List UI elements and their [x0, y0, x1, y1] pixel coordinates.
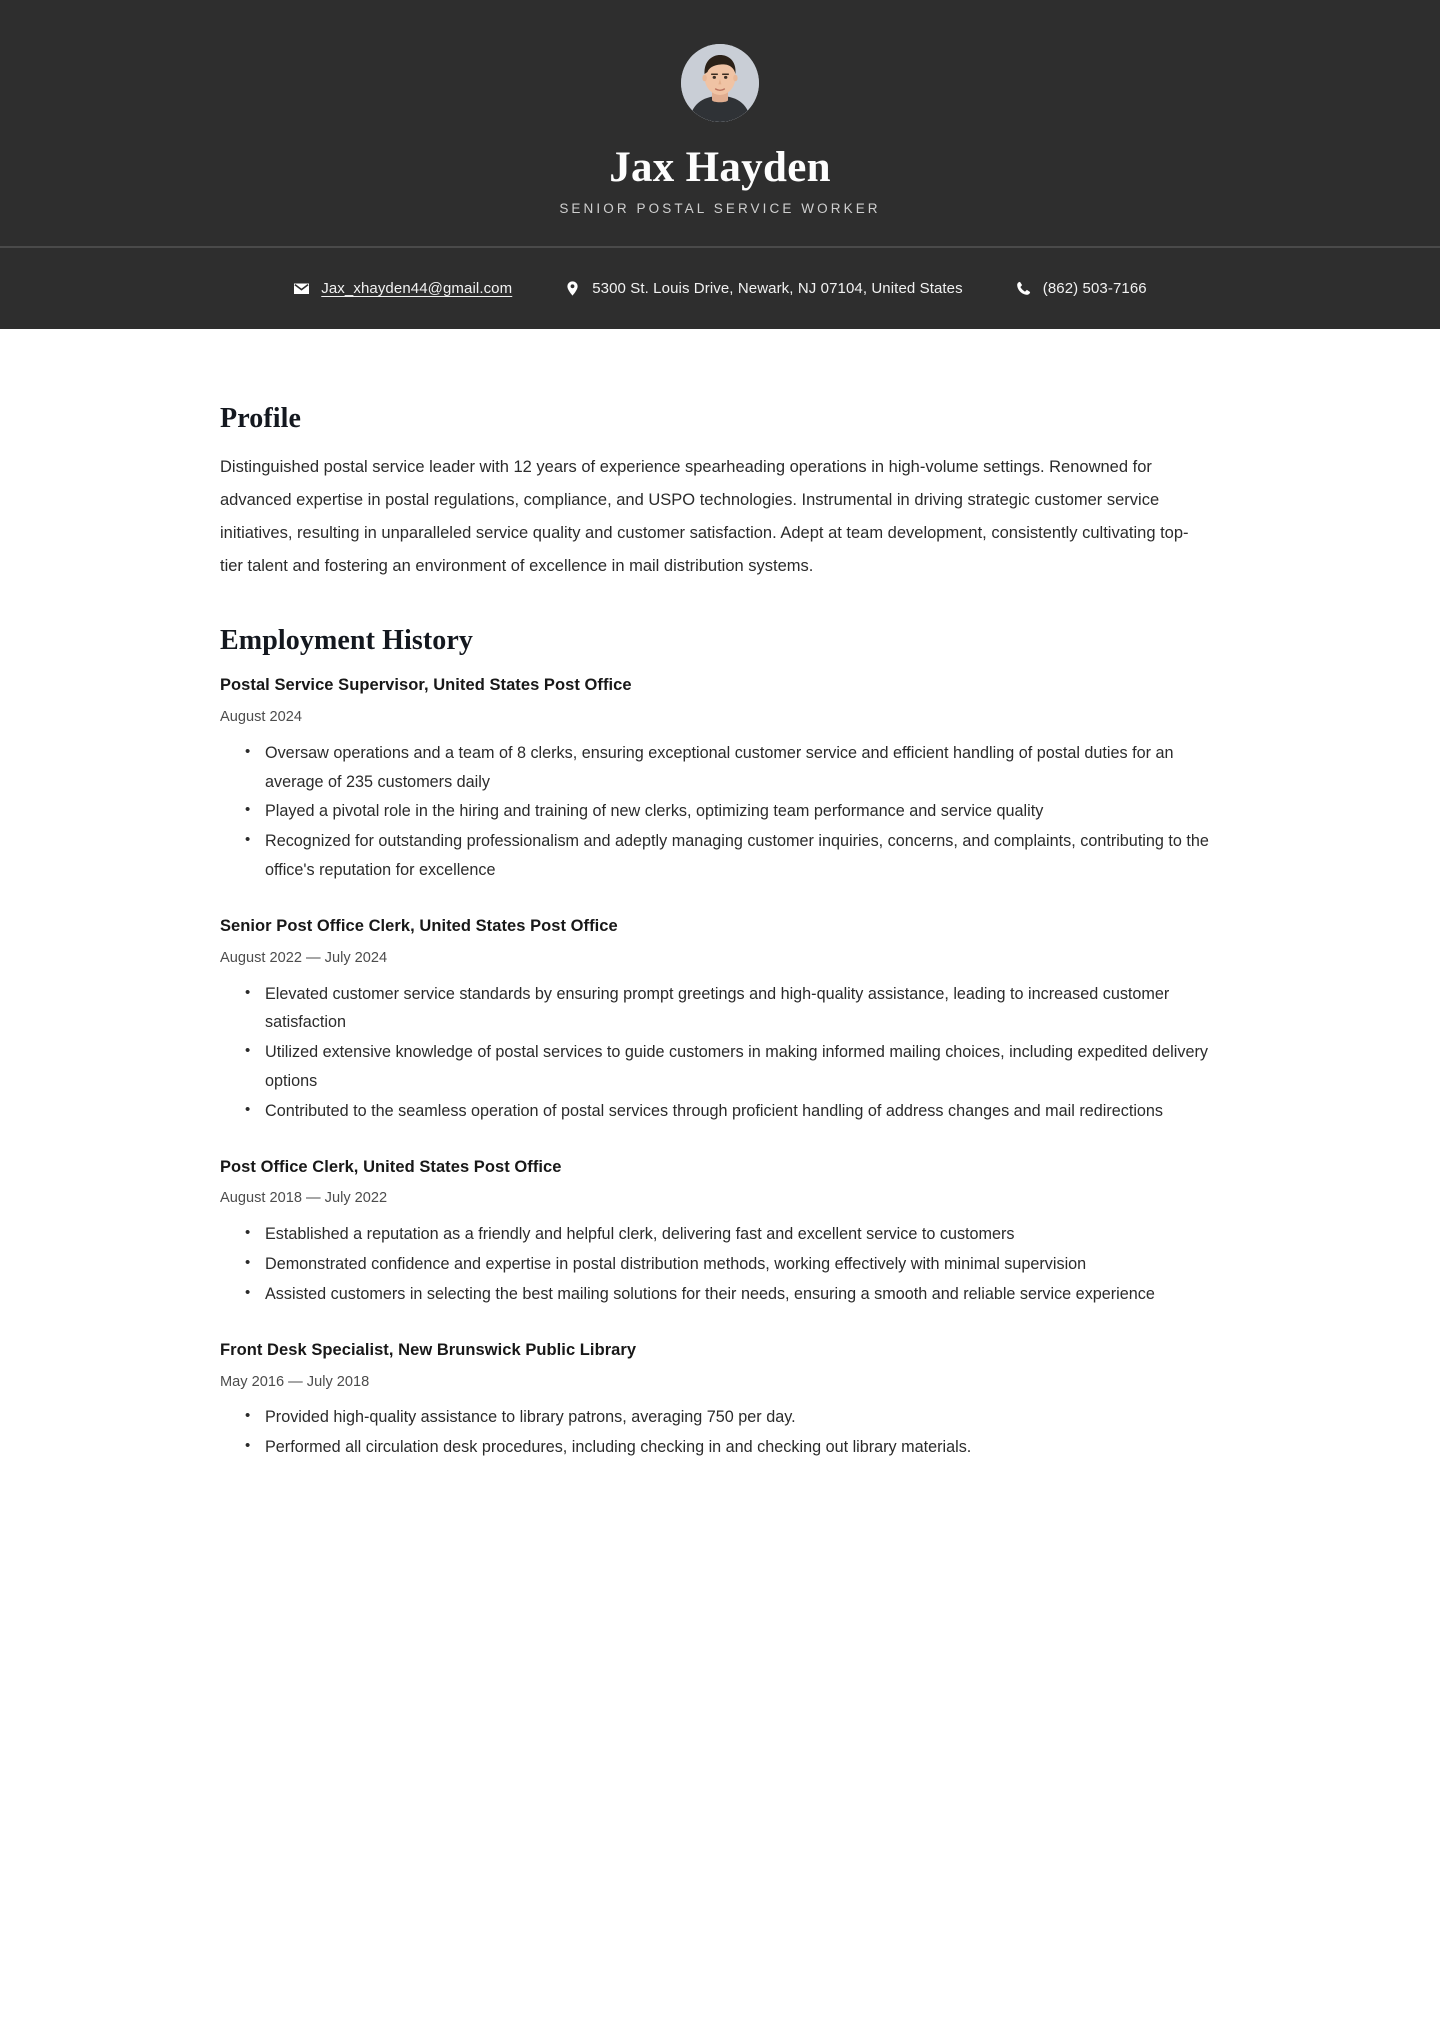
- employment-entry-title: Postal Service Supervisor, United States Post Office: [220, 676, 632, 695]
- page-title: Jax Hayden: [609, 144, 831, 191]
- contact-email[interactable]: [267, 280, 538, 297]
- employment-entry-title: Post Office Clerk, United States Post Office: [220, 1157, 562, 1176]
- employment-entry-bullets: [220, 980, 1220, 1126]
- employment-entry-dates: August 2024: [220, 708, 302, 725]
- list-item: • Recognized for outstanding professionalism and adeptly managing customer inquiries, concerns, and complaints, contributing to the office's reputation for excellence: [242, 827, 1220, 885]
- header-subtitle: SENIOR POSTAL SERVICE WORKER: [559, 201, 881, 217]
- employment-entry: [220, 1155, 1220, 1309]
- employment-entry: [220, 914, 1220, 1126]
- list-item: • Provided high-quality assistance to library patrons, averaging 750 per day.: [242, 1403, 1220, 1432]
- employment-entry-dates: May 2016 — July 2018: [220, 1373, 370, 1390]
- list-item: • Utilized extensive knowledge of postal services to guide customers in making informed mailing choices, including expedited delivery options: [242, 1038, 1220, 1096]
- phone-icon: [1015, 280, 1032, 297]
- section-employment-history: [220, 625, 1220, 1462]
- employment-entry-bullets: [220, 739, 1220, 885]
- profile-text: Distinguished postal service leader with 12 years of experience spearheading operations in high-volume settings. Renowned for advanced expertise in postal regulations, compliance, and USPO technologies. Instrumental in driving strategic customer service initiatives, resulting in unparalleled service quality and customer satisfaction. Adept at team development, consistently cultivating top-tier talent and fostering an environment of excellence in mail distribution systems.: [220, 458, 1189, 576]
- contact-phone[interactable]: [989, 280, 1173, 297]
- list-item: • Elevated customer service standards by ensuring prompt greetings and high-quality assistance, leading to increased customer satisfaction: [242, 980, 1220, 1038]
- employment-entry-dates: August 2018 — July 2022: [220, 1190, 388, 1207]
- employment-entry-title: Senior Post Office Clerk, United States Post Office: [220, 916, 618, 935]
- list-item: • Oversaw operations and a team of 8 clerks, ensuring exceptional customer service and efficient handling of postal duties for an average of 235 customers daily: [242, 739, 1220, 797]
- resume-body: [0, 329, 1440, 1523]
- employment-entry-bullets: [220, 1403, 1220, 1462]
- employment-entry-bullets: [220, 1220, 1220, 1308]
- contact-phone-text: (862) 503-7166: [1042, 280, 1147, 298]
- list-item: • Established a reputation as a friendly and helpful clerk, delivering fast and excellent service to customers: [242, 1220, 1220, 1249]
- list-item: • Demonstrated confidence and expertise in postal distribution methods, working effectively with minimal supervision: [242, 1250, 1220, 1279]
- list-item: • Played a pivotal role in the hiring and training of new clerks, optimizing team performance and service quality: [242, 797, 1220, 826]
- avatar: [681, 44, 759, 122]
- map-pin-icon: [564, 280, 581, 297]
- envelope-icon: [293, 280, 310, 297]
- list-item: • Assisted customers in selecting the best mailing solutions for their needs, ensuring a smooth and reliable service experience: [242, 1280, 1220, 1309]
- employment-entry-title: Front Desk Specialist, New Brunswick Public Library: [220, 1340, 637, 1359]
- employment-entry: [220, 1338, 1220, 1462]
- section-profile: [220, 403, 1220, 583]
- contact-address-text: 5300 St. Louis Drive, Newark, NJ 07104, United States: [592, 280, 963, 298]
- list-item: • Performed all circulation desk procedures, including checking in and checking out library materials.: [242, 1433, 1220, 1462]
- employment-entry: [220, 673, 1220, 885]
- contact-bar: [0, 248, 1440, 329]
- list-item: • Contributed to the seamless operation of postal services through proficient handling of address changes and mail redirections: [242, 1097, 1220, 1126]
- resume-header: [0, 0, 1440, 246]
- profile-heading: Profile: [220, 403, 302, 435]
- employment-list: [220, 673, 1220, 1462]
- employment-heading: Employment History: [220, 625, 474, 657]
- contact-address: [538, 280, 989, 297]
- contact-email-text: Jax_xhayden44@gmail.com: [321, 280, 513, 298]
- employment-entry-dates: August 2022 — July 2024: [220, 949, 388, 966]
